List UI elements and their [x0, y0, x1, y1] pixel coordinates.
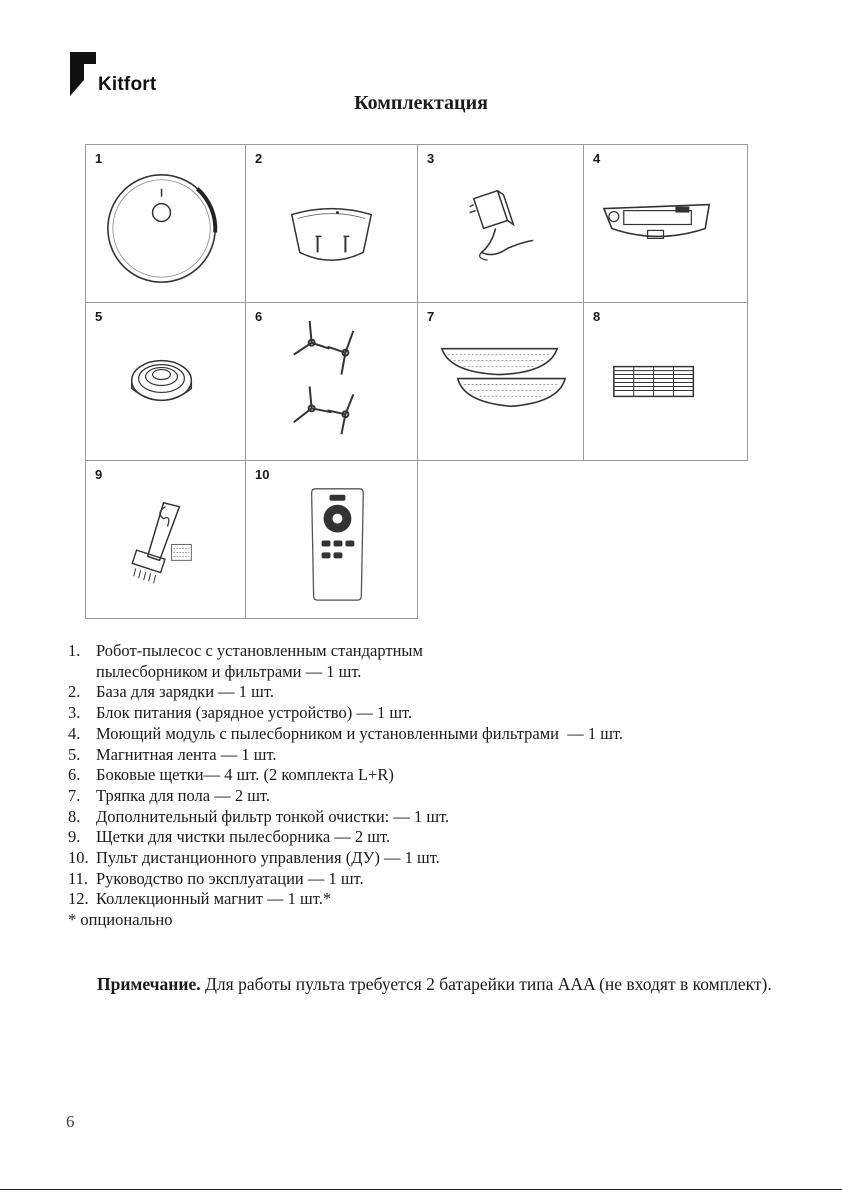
robot-vacuum-icon: [86, 145, 245, 302]
page-title: Комплектация: [354, 92, 488, 114]
footnote: * опционально: [68, 910, 173, 930]
list-item-text: Дополнительный фильтр тонкой очистки: — 1 шт.: [96, 806, 450, 826]
list-item: [68, 848, 788, 869]
list-item: [68, 682, 788, 703]
cell-number: 4: [593, 151, 601, 166]
grid-cell-9: [85, 460, 246, 619]
grid-cell-1: [85, 144, 246, 303]
list-item-text: Тряпка для пола — 2 шт.: [96, 785, 271, 805]
list-item: [68, 765, 788, 786]
cell-number: 8: [593, 309, 601, 324]
list-item-number: 10.: [68, 848, 89, 868]
cell-number: 7: [427, 309, 435, 324]
list-item: [68, 889, 788, 910]
list-item: [68, 807, 788, 828]
cell-number: 2: [255, 151, 263, 166]
list-item: [68, 827, 788, 848]
mopping-module-icon: [584, 145, 747, 302]
cell-number: 6: [255, 309, 263, 324]
list-item-number: 9.: [68, 827, 81, 847]
grid-cell-4: [583, 144, 748, 303]
grid-cell-10: [245, 460, 418, 619]
list-item-text: Моющий модуль с пылесборником и установленными фильтрами — 1 шт.: [96, 723, 624, 743]
grid-cell-5: [85, 302, 246, 461]
list-item-number: 12.: [68, 889, 89, 909]
magnetic-tape-icon: [86, 303, 245, 460]
list-item-text: Робот-пылесос с установленным стандартным пылесборником и фильтрами — 1 шт.: [96, 641, 423, 681]
list-item-text: Блок питания (зарядное устройство) — 1 шт.: [96, 703, 413, 723]
cleaning-brush-icon: [86, 461, 245, 618]
cell-number: 5: [95, 309, 103, 324]
list-item-number: 2.: [68, 682, 81, 702]
cell-number: 3: [427, 151, 435, 166]
list-item-number: 5.: [68, 744, 81, 764]
cell-number: 1: [95, 151, 103, 166]
cell-number: 9: [95, 467, 103, 482]
note-paragraph: [55, 973, 773, 996]
note-label: Примечание.: [97, 974, 201, 994]
list-item-text: Коллекционный магнит — 1 шт.*: [96, 889, 332, 909]
list-item: [68, 869, 788, 890]
list-item-text: Пульт дистанционного управления (ДУ) — 1 шт.: [96, 848, 440, 868]
kitfort-logo-mark-icon: [68, 50, 98, 98]
side-brushes-icon: [246, 303, 417, 460]
list-item-number: 7.: [68, 785, 81, 805]
fine-filter-icon: [584, 303, 747, 460]
page-number: 6: [66, 1112, 75, 1131]
list-item-number: 11.: [68, 868, 89, 888]
contents-list: [68, 641, 788, 931]
grid-cell-8: [583, 302, 748, 461]
list-item-number: 3.: [68, 703, 81, 723]
remote-control-icon: [246, 461, 417, 618]
list-item-number: 6.: [68, 765, 81, 785]
brand-name: Kitfort: [98, 74, 157, 95]
contents-grid: [85, 144, 747, 618]
list-item-text: Магнитная лента — 1 шт.: [96, 744, 277, 764]
grid-cell-2: [245, 144, 418, 303]
list-item-number: 8.: [68, 806, 81, 826]
note-text: Для работы пульта требуется 2 батарейки типа AAA (не входят в комплект).: [200, 974, 772, 994]
power-adapter-icon: [418, 145, 583, 302]
list-item-text: Боковые щетки— 4 шт. (2 комплекта L+R): [96, 765, 394, 785]
list-item: [68, 703, 788, 724]
page-bottom-rule: [0, 1189, 842, 1190]
grid-cell-6: [245, 302, 418, 461]
list-item: [68, 724, 788, 745]
charging-base-icon: [246, 145, 417, 302]
grid-cell-7: [417, 302, 584, 461]
list-item-text: База для зарядки — 1 шт.: [96, 682, 274, 702]
list-item: [68, 786, 788, 807]
list-item-text: Щетки для чистки пылесборника — 2 шт.: [96, 827, 391, 847]
mop-cloths-icon: [418, 303, 583, 460]
cell-number: 10: [255, 467, 270, 482]
list-item-number: 1.: [68, 641, 81, 660]
grid-cell-3: [417, 144, 584, 303]
list-item-text: Руководство по эксплуатации — 1 шт.: [96, 868, 364, 888]
list-item-number: 4.: [68, 723, 81, 743]
list-item: [68, 641, 788, 682]
list-item: [68, 745, 788, 766]
